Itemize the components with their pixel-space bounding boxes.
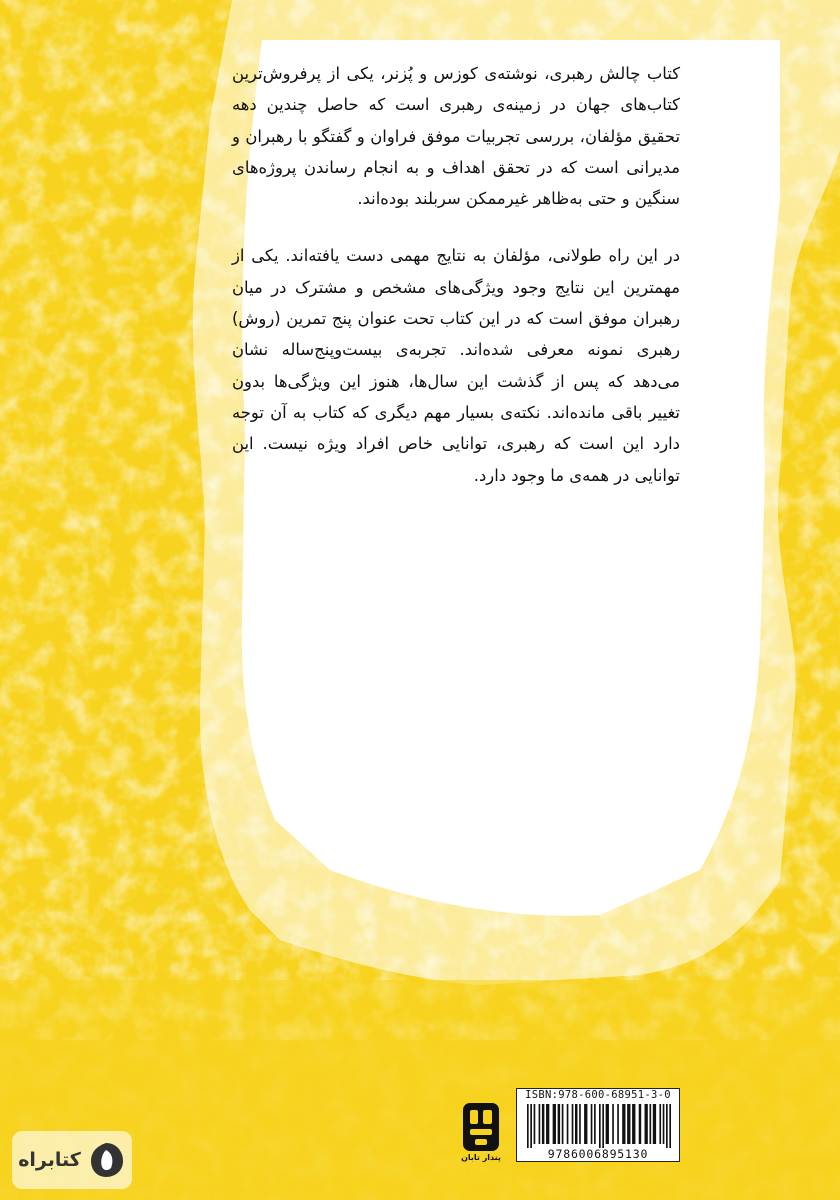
isbn-label: ISBN:978-600-68951-3-0 <box>525 1089 671 1101</box>
barcode-number: 9786006895130 <box>547 1147 649 1161</box>
book-description <box>232 58 680 517</box>
ketabrah-brand: کتابراه <box>18 1149 81 1171</box>
ketabrah-leaf-icon <box>86 1140 126 1180</box>
publisher-name: پندار تابان <box>461 1153 501 1162</box>
description-paragraph: در این راه طولانی، مؤلفان به نتایج مهمی دست یافته‌اند. یکی از مهمترین این نتایج وجود ویژگی‌های مشخص و مشترک در میان رهبران موفق است که در این کتاب تحت عنوان پنج تمرین (روش) رهبری نمونه معرفی شده‌اند. تجربه‌ی بیست‌وپنج‌ساله نشان می‌دهد که پس از گذشت این سال‌ها، هنوز این ویژگی‌ها بدون تغییر باقی مانده‌اند. نکته‌ی بسیار مهم دیگری که کتاب به آن توجه دارد این است که رهبری، توانایی خاص افراد ویژه نیست. این توانایی در همه‌ی ما وجود دارد. <box>232 246 680 485</box>
barcode <box>525 1104 673 1148</box>
description-paragraph: کتاب چالش رهبری، نوشته‌ی کوزس و پُزنر، یکی از پرفروش‌ترین کتاب‌های جهان در زمینه‌ی رهبری است که حاصل چندین دهه تحقیق مؤلفان، بررسی تجربیات موفق فراوان و گفتگو با رهبران و مدیرانی است که در تحقق اهداف و به انجام رساندن پروژه‌های سنگین و حتی به‌ظاهر غیرممکن سربلند بوده‌اند. <box>232 64 680 209</box>
ketabrah-watermark <box>12 1131 132 1189</box>
isbn-barcode-box <box>516 1088 680 1162</box>
